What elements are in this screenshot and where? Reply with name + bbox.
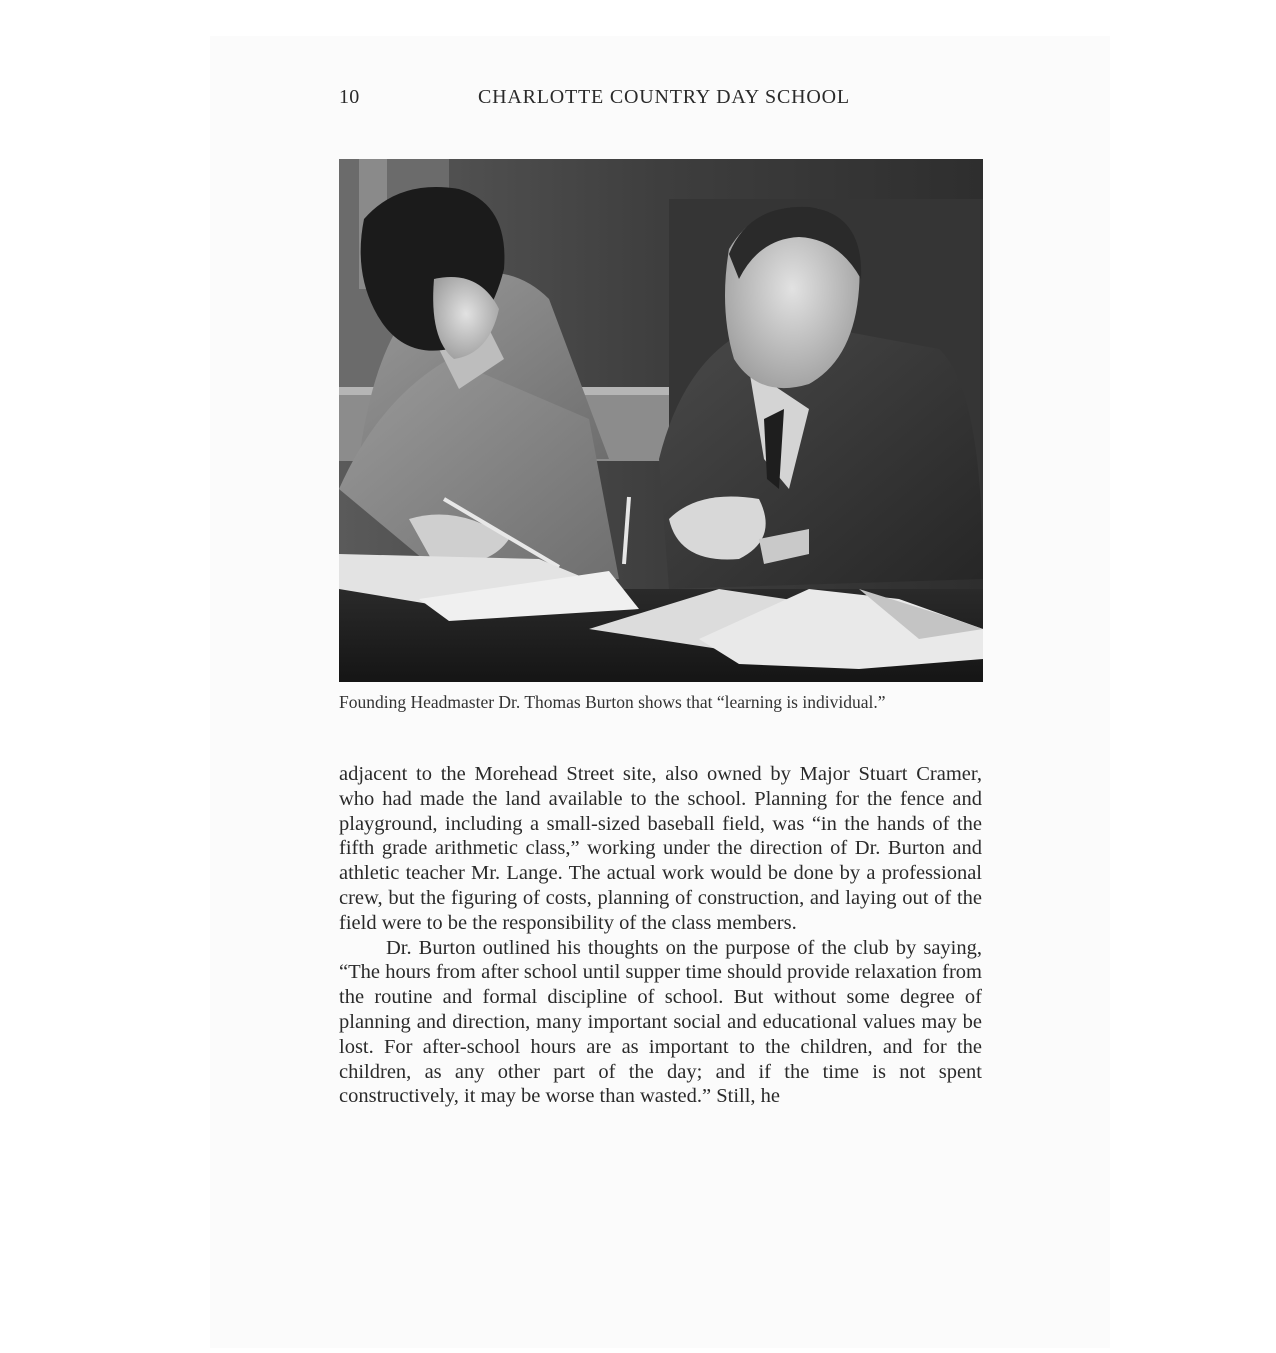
page-number: 10 xyxy=(339,86,360,108)
running-head: CHARLOTTE COUNTRY DAY SCHOOL xyxy=(478,86,850,108)
paragraph: Dr. Burton outlined his thoughts on the purpose of the club by saying, “The hours from after school until supper time should provide relaxation from the routine and formal discipline of school. But without some degree of planning and direction, many important social and educational values may be lost. For after-school hours are as important to the children, and for the children, as any other part of the day; and if the time is not spent constructively, it may be worse than wasted.” Still, he xyxy=(339,936,982,1108)
photo-illustration xyxy=(339,159,983,682)
page-header xyxy=(339,86,983,114)
body-text xyxy=(339,762,982,1109)
paragraph: adjacent to the Morehead Street site, also owned by Major Stuart Cramer, who had made the land available to the school. Planning for the fence and playground, including a small-sized baseball field, was “in the hands of the fifth grade arithmetic class,” working under the direction of Dr. Burton and athletic teacher Mr. Lange. The actual work would be done by a professional crew, but the figuring of costs, planning of construction, and laying out of the field were to be the responsibility of the class members. xyxy=(339,763,982,934)
photograph xyxy=(339,159,983,682)
figure-caption: Founding Headmaster Dr. Thomas Burton shows that “learning is individual.” xyxy=(339,692,886,712)
